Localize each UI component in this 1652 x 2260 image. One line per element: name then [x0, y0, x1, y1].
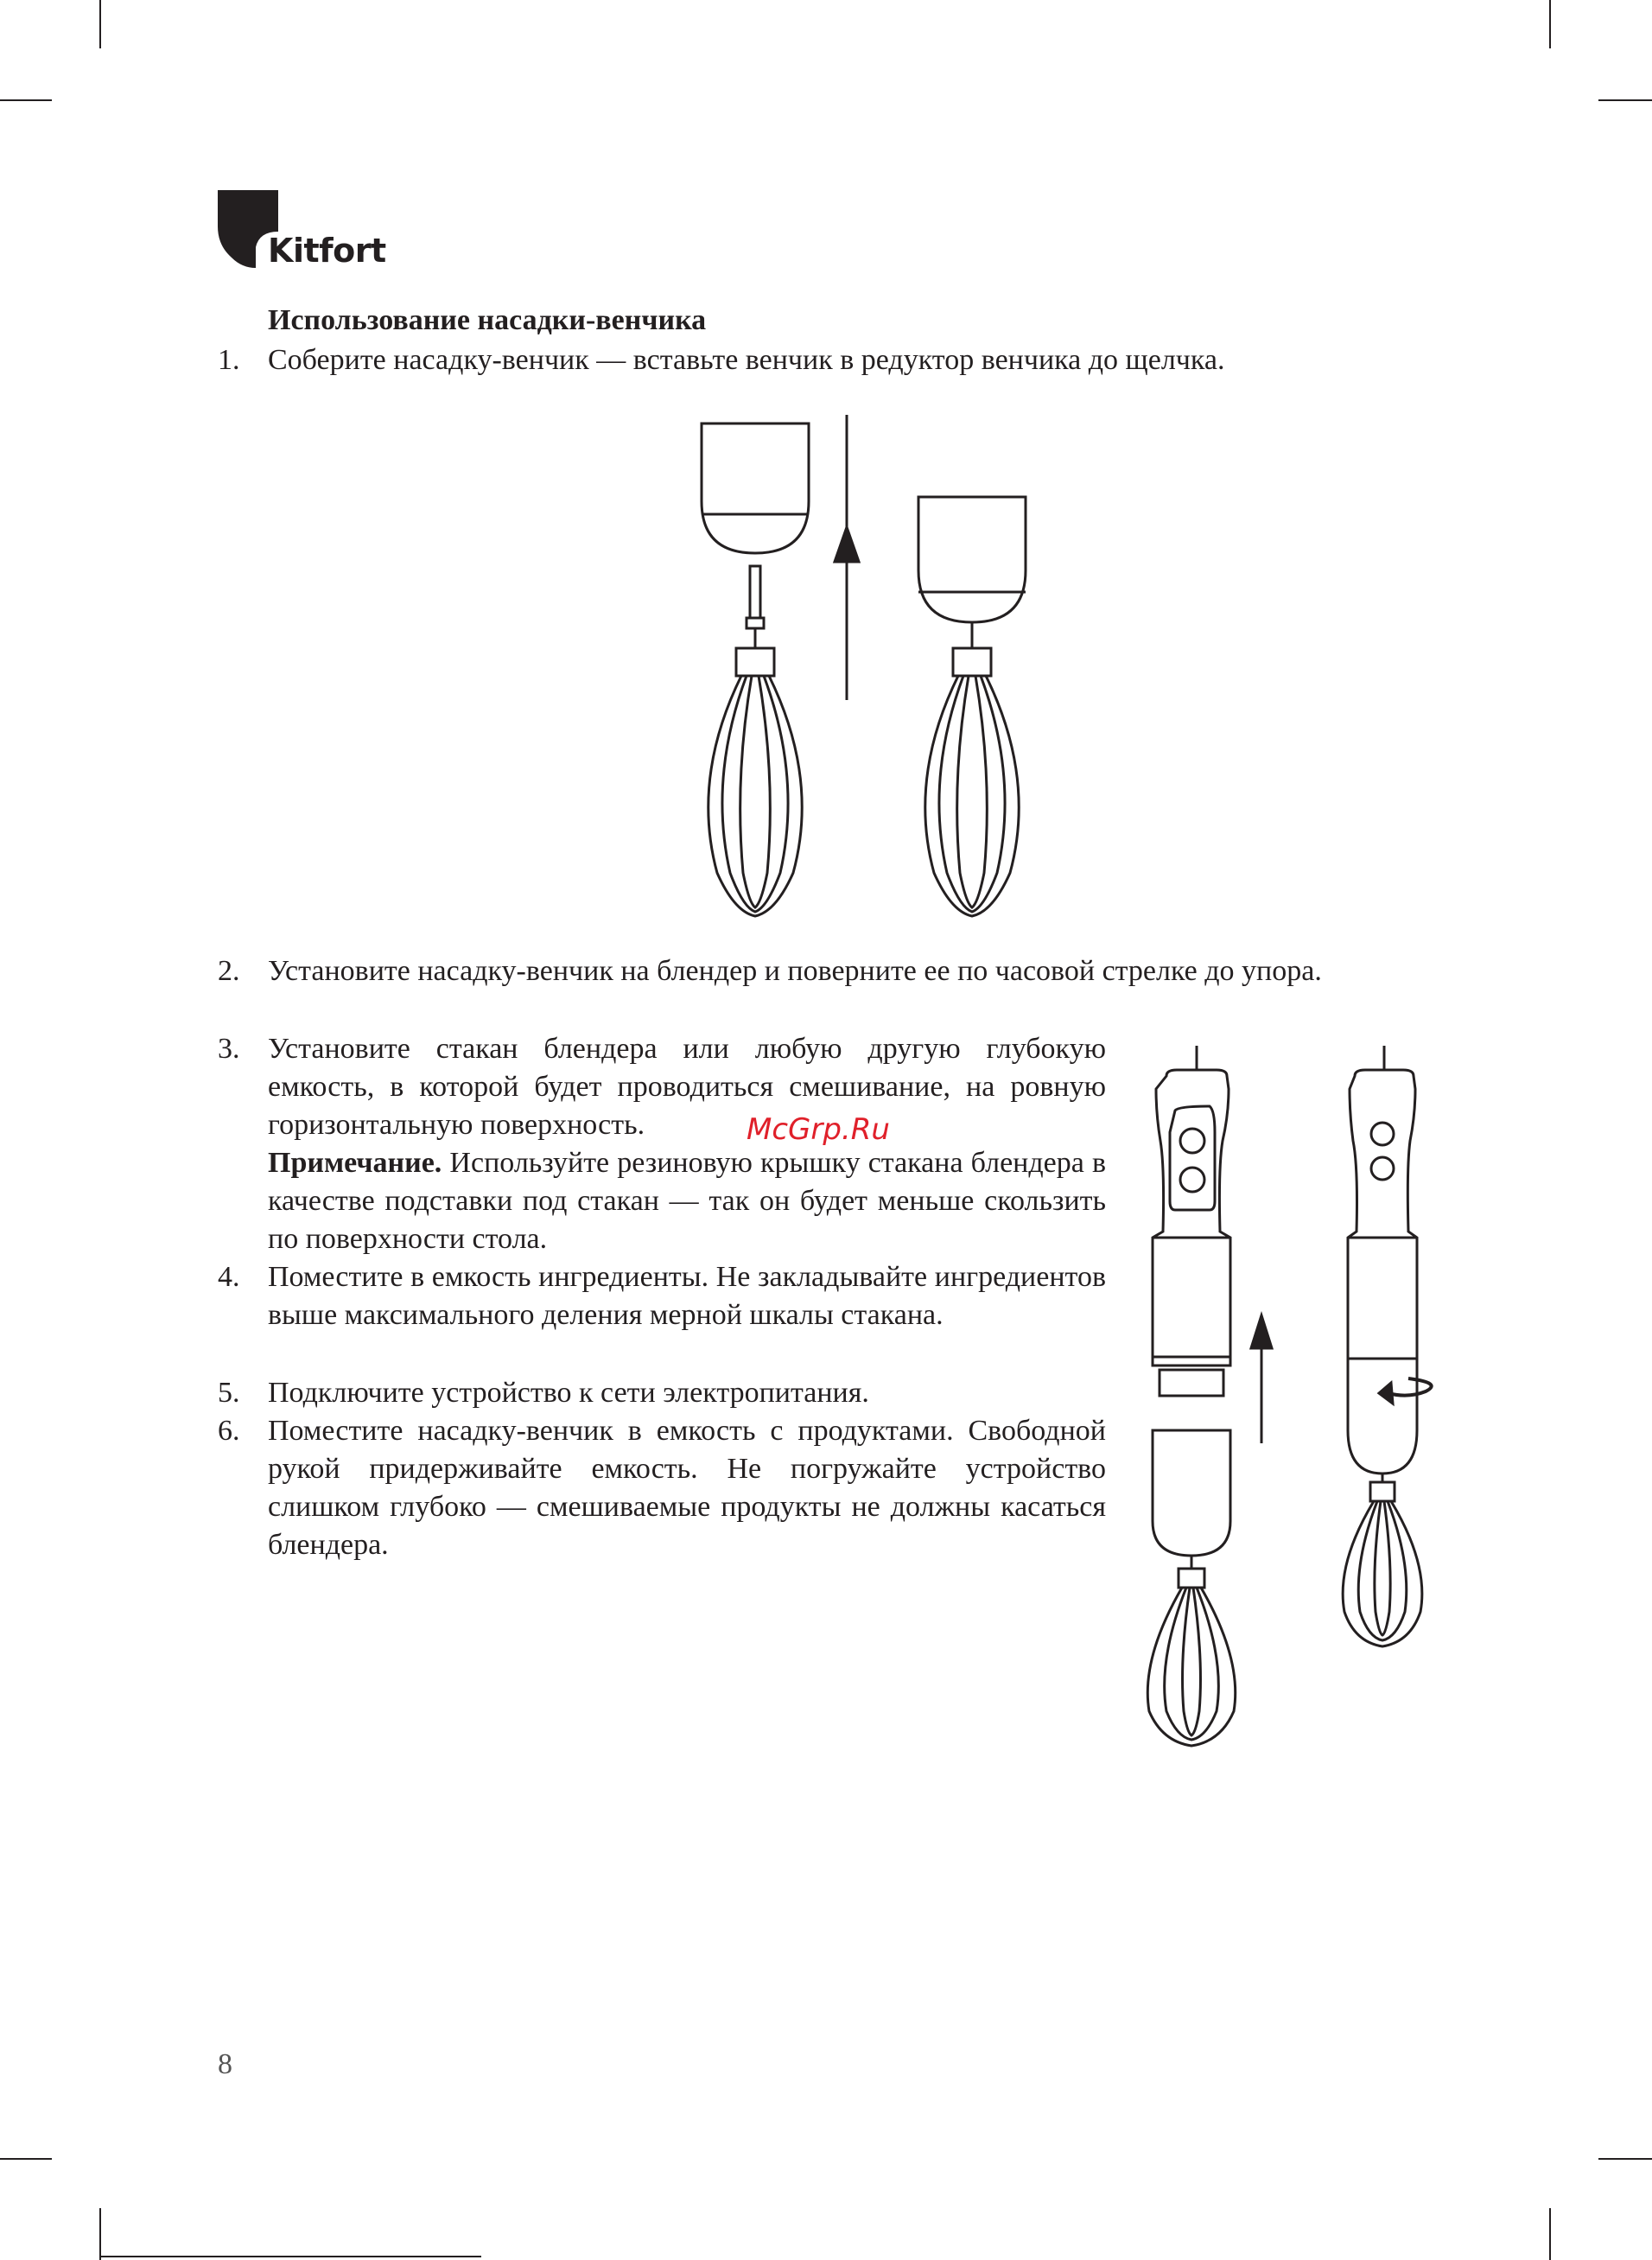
crop-mark [0, 2158, 52, 2160]
step-note [268, 1144, 1106, 1258]
whisk-attachment-icon [1147, 1430, 1235, 1746]
step-text: Подключите устройство к сети электропитания. [268, 1377, 869, 1409]
crop-mark [1549, 0, 1551, 48]
crop-mark [99, 0, 101, 48]
step-number: 4. [218, 1261, 240, 1293]
watermark: McGrp.Ru [747, 1112, 890, 1147]
crop-mark [1598, 99, 1652, 101]
whisk-gearbox-icon [702, 423, 809, 553]
step-text: Установите стакан блендера или любую другую глубокую емкость, в которой будет проводиться смешивание, на ровную горизонтальную поверхность. [268, 1033, 1106, 1141]
blender-body-icon [1153, 1046, 1230, 1396]
blender-whisk-attach-figure [1132, 1037, 1477, 1772]
page-number: 8 [218, 2048, 232, 2080]
brand-name: Kitfort [268, 232, 386, 270]
crop-mark [0, 99, 52, 101]
step-text: Соберите насадку-венчик — вставьте венчик в редуктор венчика до щелчка. [268, 344, 1225, 376]
rotate-arrow-icon [1379, 1378, 1432, 1404]
step-6 [218, 1412, 1106, 1564]
step-number: 5. [218, 1377, 240, 1409]
step-number: 1. [218, 344, 240, 376]
step-1 [218, 341, 1460, 379]
crop-mark [101, 2256, 481, 2257]
crop-mark [99, 2208, 101, 2260]
note-label: Примечание. [268, 1147, 442, 1179]
step-number: 3. [218, 1033, 240, 1065]
crop-mark [1549, 2208, 1551, 2260]
whisk-assembly-figure [674, 415, 1054, 933]
blender-assembled-icon [1343, 1046, 1422, 1646]
step-number: 6. [218, 1415, 240, 1447]
note-text: Используйте резиновую крышку стакана блендера в качестве подставки под стакан — так он будет меньше скользить по поверхности стола. [268, 1147, 1107, 1255]
step-2 [218, 952, 1452, 990]
whisk-assembled-icon [918, 497, 1026, 916]
step-number: 2. [218, 955, 240, 987]
crop-mark [1598, 2158, 1652, 2160]
step-5 [218, 1374, 1106, 1412]
section-title: Использование насадки-венчика [268, 304, 707, 336]
up-arrow-icon [835, 415, 859, 700]
step-text: Поместите насадку-венчик в емкость с продуктами. Свободной рукой придерживайте емкость. Не погружайте устройство слишком глубоко — смешиваемые продукты не должны касаться блендера. [268, 1415, 1106, 1561]
whisk-icon [708, 566, 802, 916]
up-arrow-icon [1251, 1315, 1272, 1443]
step-3 [218, 1030, 1107, 1258]
step-4 [218, 1258, 1106, 1334]
step-text: Установите насадку-венчик на блендер и поверните ее по часовой стрелке до упора. [268, 955, 1322, 987]
step-text: Поместите в емкость ингредиенты. Не закладывайте ингредиентов выше максимального деления мерной шкалы стакана. [268, 1261, 1106, 1331]
